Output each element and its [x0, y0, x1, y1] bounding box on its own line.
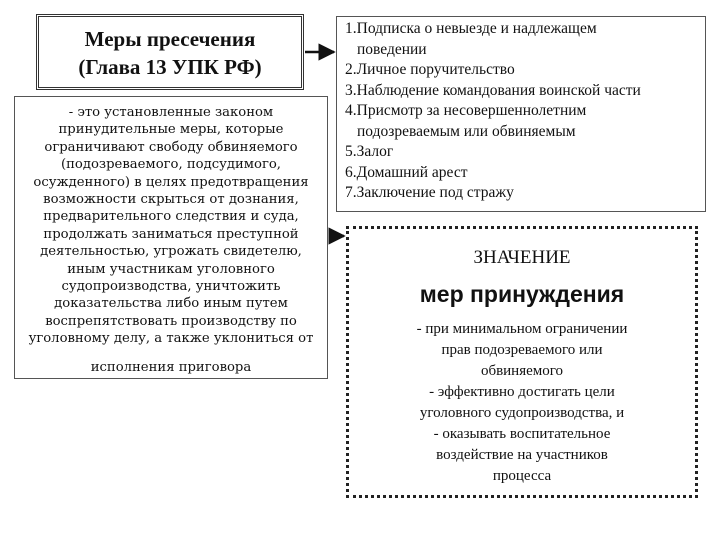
definition-line: уголовному делу, а также уклониться от	[28, 331, 314, 347]
definition-line: предварительного следствия и суда,	[43, 209, 299, 225]
definition-line: деятельностью, угрожать свидетелю,	[40, 244, 302, 260]
measure-item-4-cont: подозреваемым или обвиняемым	[357, 122, 576, 140]
title-line-2: (Глава 13 УПК РФ)	[78, 55, 262, 79]
definition-line: воспрепятствовать производству по	[45, 313, 297, 329]
title-box	[36, 14, 304, 90]
definition-line: ограничивают свободу обвиняемого	[44, 139, 298, 155]
definition-line: осужденного) в целях предотвращения	[33, 174, 309, 190]
meaning-body	[349, 319, 695, 487]
measure-item-7: 7.Заключение под стражу	[345, 184, 514, 201]
meaning-line: - оказывать воспитательное	[433, 426, 611, 442]
meaning-line: уголовного судопроизводства, и	[419, 405, 625, 421]
measure-item-2: 2.Личное поручительство	[345, 61, 515, 78]
definition-line: судопроизводства, уничтожить	[61, 279, 281, 295]
measure-item-4: 4.Присмотр за несовершеннолетним	[345, 102, 587, 119]
definition-tail: исполнения приговора	[90, 360, 252, 375]
meaning-line: - эффективно достигать цели	[429, 384, 615, 400]
measure-item-6: 6.Домашний арест	[345, 163, 468, 181]
definition-line: продолжать заниматься преступной	[43, 226, 299, 242]
definition-line: - это установленные законом	[68, 105, 274, 120]
title-line-1: Меры пресечения	[84, 27, 256, 51]
meaning-subtitle: мер принуждения	[419, 281, 625, 307]
meaning-line: процесса	[492, 468, 552, 484]
meaning-line: - при минимальном ограничении	[416, 321, 628, 337]
definition-line: (подозреваемого, подсудимого,	[60, 157, 282, 173]
definition-line: принудительные меры, которые	[58, 122, 284, 138]
measure-item-3: 3.Наблюдение командования воинской части	[345, 81, 641, 99]
measure-item-1: 1.Подписка о невыезде и надлежащем	[345, 20, 597, 37]
definition-box	[14, 96, 328, 379]
measure-item-5: 5.Залог	[345, 143, 394, 160]
meaning-line: воздействие на участников	[436, 447, 608, 463]
meaning-box	[346, 226, 698, 498]
definition-line: возможности скрыться от дознания,	[43, 192, 299, 208]
definition-line: иным участникам уголовного	[67, 261, 275, 277]
measure-item-1-cont: поведении	[357, 40, 427, 58]
measures-list-box	[336, 16, 706, 212]
meaning-line: прав подозреваемого или	[441, 342, 603, 358]
definition-line: доказательства либо иным путем	[54, 296, 288, 312]
meaning-line: обвиняемого	[480, 363, 564, 379]
meaning-title: ЗНАЧЕНИЕ	[473, 247, 571, 268]
